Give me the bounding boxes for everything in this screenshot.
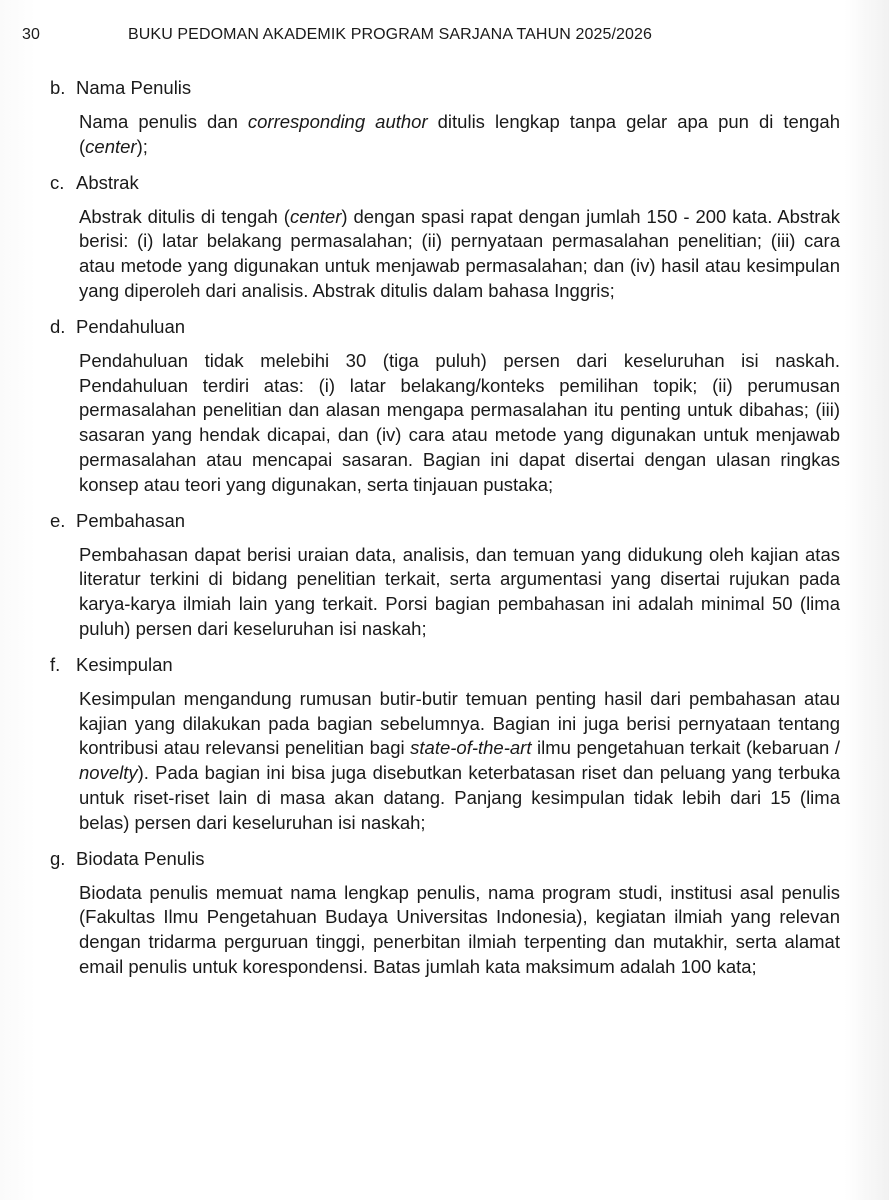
section-title: Nama Penulis: [76, 77, 192, 98]
section-abstrak: [50, 171, 840, 304]
section-kesimpulan: [50, 653, 840, 836]
text-run: ) dengan spasi rapat dengan jumlah 150 - 200 kata. Abstrak berisi: (i) latar belakang permasalahan; (ii) pernyataan permasalahan penelitian; (iii) cara atau metode yang digunakan untuk menjawab permasalahan; dan (iv) hasil atau kesimpulan yang diperoleh dari analisis. Abstrak ditulis dalam bahasa Inggris;: [79, 205, 841, 301]
section-paragraph: [79, 349, 840, 498]
section-title: Abstrak: [76, 171, 139, 193]
section-paragraph: [79, 205, 840, 304]
section-paragraph: [79, 543, 840, 642]
text-run: ). Pada bagian ini bisa juga disebutkan keterbatasan riset dan peluang yang terbuka untuk riset-riset lain di masa akan datang. Panjang kesimpulan tidak lebih dari 15 (lima belas) persen dari keseluruhan isi naskah;: [79, 762, 840, 833]
text-run: Pembahasan dapat berisi uraian data, analisis, dan temuan yang didukung oleh kajian atas literatur terkini di bidang penelitian terkait, serta argumentasi yang disertai rujukan pada karya-karya ilmiah lain yang terkait. Porsi bagian pembahasan ini adalah minimal 50 (lima puluh) persen dari keseluruhan isi naskah;: [79, 543, 840, 639]
section-paragraph: [79, 687, 840, 836]
italic-term: center: [85, 135, 137, 157]
section-heading: [50, 847, 840, 871]
section-heading: [50, 653, 840, 677]
section-title: Pembahasan: [76, 509, 186, 531]
page-number: 30: [22, 26, 40, 43]
running-header: [22, 26, 849, 48]
section-letter: e.: [50, 509, 66, 531]
text-run: );: [136, 135, 148, 157]
italic-term: center: [289, 205, 342, 227]
text-run: Biodata penulis memuat nama lengkap penulis, nama program studi, institusi asal penulis (Fakultas Ilmu Pengetahuan Budaya Universitas Indonesia), kegiatan ilmiah yang relevan dengan tridarma perguruan tinggi, penerbitan ilmiah terpenting dan mutakhir, serta alamat email penulis untuk korespondensi. Batas jumlah kata maksimum adalah 100 kata;: [79, 881, 840, 977]
text-run: ditulis lengkap tanpa gelar apa pun di tengah (: [79, 111, 840, 157]
section-letter: g.: [50, 847, 66, 869]
text-run: Nama penulis dan: [79, 111, 248, 132]
section-pembahasan: [50, 509, 840, 642]
section-title: Pendahuluan: [76, 315, 186, 337]
section-heading: [50, 509, 840, 533]
section-letter: d.: [50, 315, 66, 337]
section-pendahuluan: [50, 315, 840, 498]
italic-term: state-of-the-art: [410, 737, 532, 759]
section-paragraph: [79, 881, 840, 980]
section-paragraph: [79, 110, 840, 160]
text-run: ilmu pengetahuan terkait (kebaruan /: [531, 737, 840, 759]
section-title: Kesimpulan: [76, 653, 173, 675]
section-nama-penulis: [50, 76, 840, 160]
italic-term: novelty: [79, 762, 138, 784]
italic-term: corresponding author: [247, 111, 428, 132]
section-letter: c.: [50, 171, 65, 193]
text-run: Pendahuluan tidak melebihi 30 (tiga puluh) persen dari keseluruhan isi naskah. Pendahuluan terdiri atas: (i) latar belakang/konteks pemilihan topik; (ii) perumusan permasalahan penelitian dan alasan mengapa permasalahan itu penting untuk dibahas; (iii) sasaran yang hendak dicapai, dan (iv) cara atau metode yang digunakan untuk menjawab permasalahan atau mencapai sasaran. Bagian ini dapat disertai dengan ulasan ringkas konsep atau teori yang digunakan, serta tinjauan pustaka;: [79, 349, 840, 495]
header-title: BUKU PEDOMAN AKADEMIK PROGRAM SARJANA TAHUN 2025/2026: [128, 26, 652, 43]
section-heading: [50, 171, 840, 195]
section-heading: [50, 315, 840, 339]
section-biodata-penulis: [50, 847, 840, 980]
document-body: [50, 76, 840, 991]
section-heading: [50, 76, 840, 100]
text-run: Abstrak ditulis di tengah (: [79, 205, 290, 227]
section-letter: b.: [50, 77, 66, 98]
section-letter: f.: [50, 653, 61, 675]
text-run: Kesimpulan mengandung rumusan butir-butir temuan penting hasil dari pembahasan atau kajian yang dilakukan pada bagian sebelumnya. Bagian ini juga berisi pernyataan tentang kontribusi atau relevansi penelitian bagi: [79, 687, 840, 759]
section-title: Biodata Penulis: [76, 847, 205, 869]
